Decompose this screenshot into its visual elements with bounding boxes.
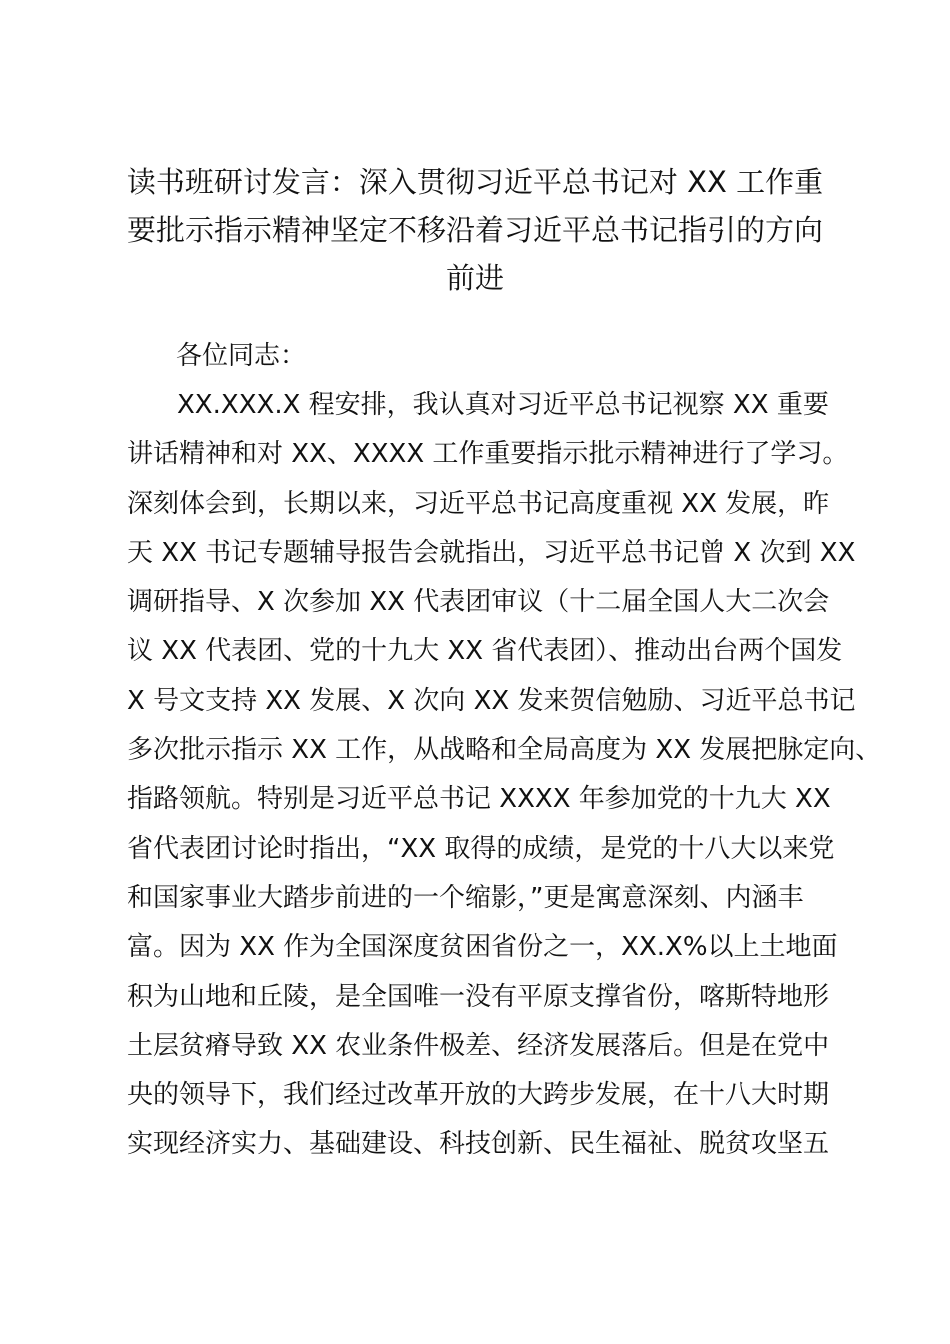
title-line: 前进: [445, 261, 504, 295]
paragraph-line: 调研指导、X 次参加 XX 代表团审议（十二届全国人大二次会: [127, 587, 830, 618]
paragraph-line: 天 XX 书记专题辅导报告会就指出，习近平总书记曾 X 次到 XX: [127, 537, 856, 568]
paragraph-line: X 号文支持 XX 发展、X 次向 XX 发来贺信勉励、习近平总书记: [127, 685, 856, 716]
title-line: 要批示指示精神坚定不移沿着习近平总书记指引的方向: [126, 213, 823, 247]
paragraph-line: 多次批示指示 XX 工作，从战略和全局高度为 XX 发展把脉定向、: [127, 735, 882, 766]
document-title: [118, 158, 832, 302]
paragraph-line: 省代表团讨论时指出，“XX 取得的成绩，是党的十八大以来党: [127, 833, 835, 864]
title-line: 读书班研讨发言：深入贯彻习近平总书记对 XX 工作重: [126, 165, 824, 199]
paragraph-line: 富。因为 XX 作为全国深度贫困省份之一，XX.X%以上土地面: [127, 932, 838, 963]
body-paragraph: [127, 381, 882, 1170]
paragraph-line: 和国家事业大踏步前进的一个缩影，”更是寓意深刻、内涵丰: [127, 882, 804, 913]
paragraph-line: 实现经济实力、基础建设、科技创新、民生福祉、脱贫攻坚五: [127, 1129, 830, 1160]
salutation: 各位同志：: [176, 341, 307, 371]
paragraph-line: 深刻体会到，长期以来，习近平总书记高度重视 XX 发展，昨: [127, 488, 830, 519]
paragraph-line: 积为山地和丘陵，是全国唯一没有平原支撑省份，喀斯特地形: [127, 981, 830, 1012]
paragraph-line: 议 XX 代表团、党的十九大 XX 省代表团）、推动出台两个国发: [127, 636, 843, 667]
paragraph-line: 央的领导下，我们经过改革开放的大跨步发展，在十八大时期: [127, 1080, 830, 1111]
paragraph-line: XX.XXX.X 程安排，我认真对习近平总书记视察 XX 重要: [177, 390, 829, 420]
paragraph-line: 指路领航。特别是习近平总书记 XXXX 年参加党的十九大 XX: [127, 784, 831, 815]
paragraph-line: 讲话精神和对 XX、XXXX 工作重要指示批示精神进行了学习。: [127, 439, 849, 470]
paragraph-line: 土层贫瘠导致 XX 农业条件极差、经济发展落后。但是在党中: [127, 1030, 830, 1061]
